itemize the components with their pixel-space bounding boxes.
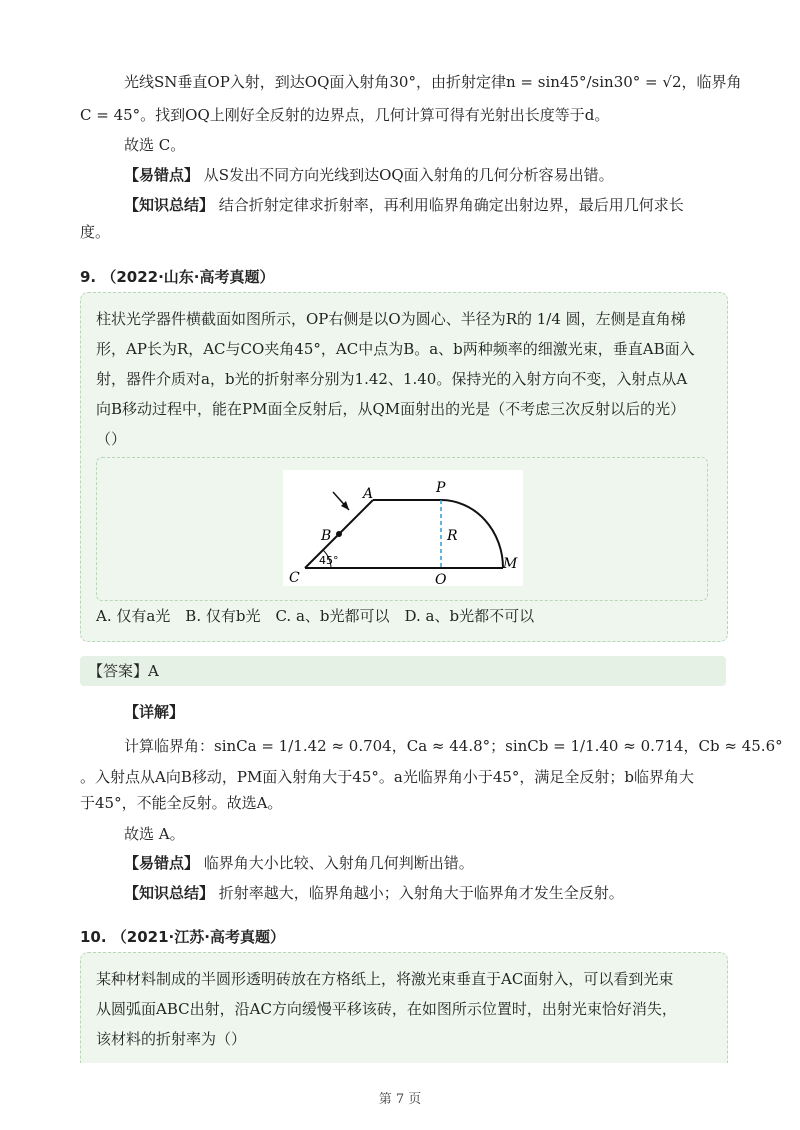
q9-detail-line2: 。入射点从A向B移动，PM面入射角大于45°。a光临界角小于45°，满足全反射；b临界角大 <box>80 768 695 786</box>
q9-summary-tag: 【知识总结】 <box>124 884 215 902</box>
prev-solution-line1: 光线SN垂直OP入射，到达OQ面入射角30°，由折射定律n = sin45°/sin30° = √2，临界角 <box>124 73 742 91</box>
q9-stem-line4: 向B移动过程中，能在PM面全反射后，从QM面射出的光是（不考虑三次反射以后的光） <box>96 400 686 418</box>
label-C: C <box>289 570 300 586</box>
q9-figure-frame <box>96 457 708 601</box>
q9-stem-line1: 柱状光学器件横截面如图所示，OP右侧是以O为圆心、半径为R的 1/4 圆，左侧是直角梯 <box>96 310 686 328</box>
label-A: A <box>363 486 374 502</box>
q9-options: A. 仅有a光 B. 仅有b光 C. a、b光都可以 D. a、b光都不可以 <box>96 607 535 625</box>
prev-summary <box>124 193 774 217</box>
label-B: B <box>321 528 332 544</box>
label-P: P <box>436 480 446 496</box>
q10-stem <box>96 964 716 1054</box>
q9-answer: 【答案】A <box>88 662 159 680</box>
q9-mistake-tag: 【易错点】 <box>124 854 200 872</box>
label-M: M <box>503 556 518 572</box>
label-angle: 45° <box>319 554 339 567</box>
q10-stem-line1: 某种材料制成的半圆形透明砖放在方格纸上，将激光束垂直于AC面射入，可以看到光束 <box>96 970 674 988</box>
prev-summary-cont: 度。 <box>80 223 111 241</box>
optical-device-diagram <box>283 470 523 586</box>
q9-stem-line5: （） <box>96 430 127 448</box>
q9-stem-line2: 形，AP长为R，AC与CO夹角45°，AC中点为B。a、b两种频率的细激光束，垂直AB面入 <box>96 340 695 358</box>
q10-stem-line2: 从圆弧面ABC出射，沿AC方向缓慢平移该砖，在如图所示位置时，出射光束恰好消失， <box>96 1000 677 1018</box>
q9-answer-bar <box>80 656 726 686</box>
point-B <box>336 531 342 537</box>
q9-choice: 故选 A。 <box>124 825 185 843</box>
mistake-tag: 【易错点】 <box>124 166 200 184</box>
label-O: O <box>435 572 447 586</box>
prev-mistake <box>124 163 774 187</box>
q9-summary-text: 折射率越大，临界角越小；入射角大于临界角才发生全反射。 <box>218 884 624 902</box>
mistake-text: 从S发出不同方向光线到达OQ面入射角的几何分析容易出错。 <box>203 166 614 184</box>
q9-detail-line3: 于45°，不能全反射。故选A。 <box>80 794 283 812</box>
label-R: R <box>447 528 458 544</box>
q9-figure <box>283 470 523 586</box>
summary-text: 结合折射定律求折射率，再利用临界角确定出射边界，最后用几何求长 <box>218 196 684 214</box>
q9-header: 9. （2022·山东·高考真题） <box>80 268 275 286</box>
prev-solution-line2: C = 45°。找到OQ上刚好全反射的边界点，几何计算可得有光射出长度等于d。 <box>80 106 610 124</box>
q9-stem-line3: 射，器件介质对a，b光的折射率分别为1.42、1.40。保持光的入射方向不变，入射点从A <box>96 370 688 388</box>
q9-mistake <box>124 851 774 875</box>
q10-stem-line3: 该材料的折射率为（） <box>96 1030 247 1048</box>
q9-summary <box>124 881 774 905</box>
page-number: 第 7 页 <box>378 1092 422 1107</box>
summary-tag: 【知识总结】 <box>124 196 215 214</box>
q9-mistake-text: 临界角大小比较、入射角几何判断出错。 <box>203 854 474 872</box>
prev-choice: 故选 C。 <box>124 136 186 154</box>
q9-stem <box>96 304 716 454</box>
q10-header: 10. （2021·江苏·高考真题） <box>80 928 285 946</box>
q9-detail-line1: 计算临界角：sinCa = 1/1.42 ≈ 0.704，Ca ≈ 44.8°；sinCb = 1/1.40 ≈ 0.714，Cb ≈ 45.6° <box>124 737 783 755</box>
q9-detail-tag: 【详解】 <box>124 703 185 721</box>
